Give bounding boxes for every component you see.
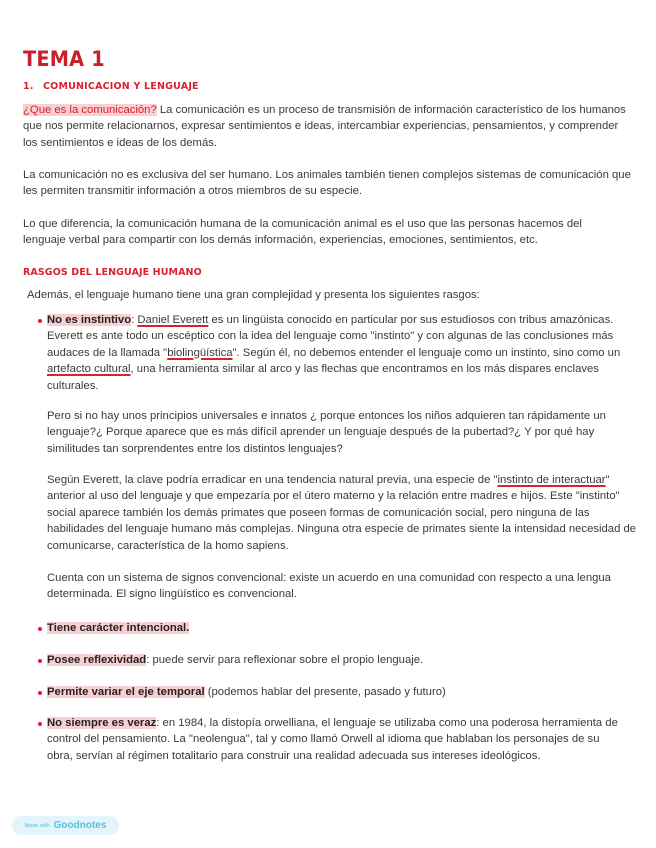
bullet-label: Posee reflexividad bbox=[47, 654, 147, 666]
underlined-artefacto-cultural: artefacto cultural bbox=[47, 363, 131, 376]
bullet-icon bbox=[38, 659, 42, 663]
text: Según Everett, la clave podría erradicar en una tendencia natural previa, una especie de " bbox=[47, 474, 498, 486]
bullet-icon bbox=[38, 319, 42, 323]
badge-brand: Goodnotes bbox=[53, 820, 107, 831]
bullet-1-paragraph-3 bbox=[47, 472, 637, 554]
bullet-icon bbox=[38, 627, 42, 631]
highlighted-question: ¿Que es la comunicación? bbox=[23, 104, 157, 116]
section-heading bbox=[23, 81, 199, 92]
bullet-caracter-intencional bbox=[47, 620, 637, 636]
subsection-intro: Además, el lenguaje humano tiene una gran complejidad y presenta los siguientes rasgos: bbox=[27, 289, 480, 301]
paragraph-3: Lo que diferencia, la comunicación humana de la comunicación animal es el uso que las personas hacemos del lenguaje verbal para compartir con los demás información, experiencias, emociones, sentimientos, etc. bbox=[23, 218, 582, 247]
section-number: 1. bbox=[23, 81, 34, 92]
bullet-1-paragraph-2: Pero si no hay unos principios universales e innatos ¿ porque entonces los niños adquieren tan rápidamente un lenguaje?¿ Porque aparece que es más difícil aprender un lenguaje después de la pubertad?¿ Y por qué hay similitudes tan sorprendentes entre los distintos lenguajes? bbox=[47, 410, 606, 455]
paragraph-2: La comunicación no es exclusiva del ser humano. Los animales también tienen complejos sistemas de comunicación que les permiten transmitir información a otros miembros de su especie. bbox=[23, 169, 631, 198]
text: ". Según él, no debemos entender el lenguaje como un instinto, sino como un bbox=[232, 346, 621, 359]
underlined-biolinguistica: biolingüística bbox=[167, 346, 233, 359]
bullet-label: Permite variar el eje temporal bbox=[47, 686, 205, 698]
section-label: COMUNICACION Y LENGUAJE bbox=[43, 81, 199, 92]
bullet-eje-temporal bbox=[47, 684, 637, 700]
text: (podemos hablar del presente, pasado y futuro) bbox=[204, 686, 446, 698]
bullet-1-paragraph-4: Cuenta con un sistema de signos convencional: existe un acuerdo en una comunidad con respecto a una lengua determinada. El signo lingüístico es convencional. bbox=[47, 572, 611, 601]
text: es un lingüista conocido en particular por sus estudiosos con tribus amazónicas. Everett es ante todo un escéptico con la idea del lenguaje como "instinto" y con algunas de las conclusiones más audaces de la llamada " bbox=[47, 314, 614, 359]
bullet-reflexividad bbox=[47, 652, 637, 668]
text: , una herramienta similar al arco y las flechas que encontramos en los más dispares enclaves culturales. bbox=[47, 363, 599, 392]
subsection-heading: RASGOS DEL LENGUAJE HUMANO bbox=[23, 267, 202, 278]
bullet-icon bbox=[38, 722, 42, 726]
page-title: TEMA 1 bbox=[23, 47, 105, 71]
text: : bbox=[131, 314, 138, 326]
bullet-no-siempre-veraz bbox=[47, 715, 627, 764]
underlined-daniel-everett: Daniel Everett bbox=[137, 314, 209, 326]
intro-text: La comunicación es un proceso de transmisión de información característico de los humanos que nos permite relacionarnos, expresar sentimientos e ideas, intercambiar experiencias, pensamientos, y comprender los sentimientos e ideas de los demás. bbox=[23, 104, 626, 149]
text: " anterior al uso del lenguaje y que empezaría por el útero materno y la relación entre madres e hijos. Este "instinto" social aparece también los demás primates que poseen formas de comunicación social, pero ninguna de las habilidades del lenguaje humano más complejas. Ninguna otra especie de primates siente la intensidad necesidad de comunicarse, característica de la homo sapiens. bbox=[47, 474, 637, 552]
underlined-instinto-de-interactuar: instinto de interactuar bbox=[497, 474, 606, 486]
bullet-label: No siempre es veraz bbox=[47, 717, 157, 729]
goodnotes-badge[interactable] bbox=[12, 816, 119, 835]
text: : puede servir para reflexionar sobre el propio lenguaje. bbox=[146, 654, 424, 666]
badge-made-with: Made with bbox=[24, 822, 50, 829]
bullet-label: Tiene carácter intencional. bbox=[47, 622, 190, 634]
bullet-label: No es instintivo bbox=[47, 314, 132, 326]
intro-paragraph bbox=[23, 102, 635, 151]
text: : en 1984, la distopía orwelliana, el lenguaje se utilizaba como una poderosa herramienta de control del pensamiento. La "neolengua", tal y como llamó Orwell al idioma que hablaban los personajes de su obra, servían al régimen totalitario para construir una realidad adecuada sus intereses ideológicos. bbox=[47, 717, 618, 762]
bullet-no-es-instintivo bbox=[47, 312, 637, 394]
bullet-icon bbox=[38, 691, 42, 695]
